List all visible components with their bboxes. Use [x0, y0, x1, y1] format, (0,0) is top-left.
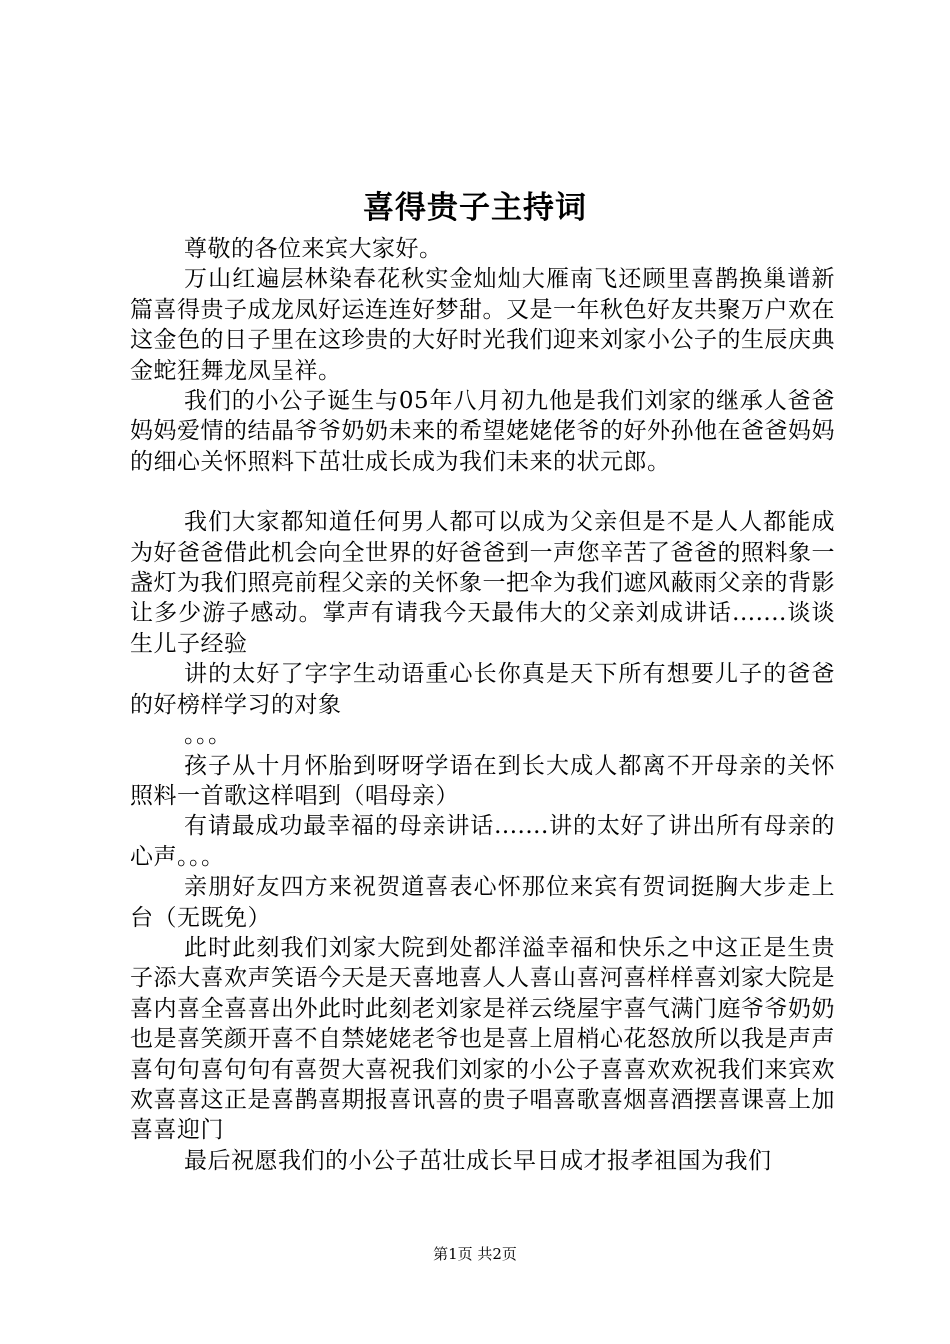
paragraph-closing: 最后祝愿我们的小公子茁壮成长早日成才报孝祖国为我们 [184, 1147, 772, 1174]
paragraph-greeting: 尊敬的各位来宾大家好。 [184, 236, 443, 262]
document-body [130, 234, 835, 1176]
paragraph-child-intro: 我们的小公子诞生与05年八月初九他是我们刘家的继承人爸爸妈妈爱情的结晶爷爷奶奶未来的希望姥姥佬爷的好外孙他在爸爸妈妈的细心关怀照料下茁壮成长成为我们未来的状元郎。 [130, 388, 835, 475]
paragraph-mother: 孩子从十月怀胎到呀呀学语在到长大成人都离不开母亲的关怀照料一首歌这样唱到（唱母亲） [130, 752, 835, 809]
paragraph-opening: 万山红遍层林染春花秋实金灿灿大雁南飞还顾里喜鹊换巢谱新篇喜得贵子成龙凤好运连连好梦甜。又是一年秋色好友共聚万户欢在这金色的日子里在这珍贵的大好时光我们迎来刘家小公子的生辰庆典金蛇狂舞龙凤呈祥。 [130, 266, 835, 384]
document-title: 喜得贵子主持词 [363, 190, 587, 226]
paragraph-father: 我们大家都知道任何男人都可以成为父亲但是不是人人都能成为好爸爸借此机会向全世界的好爸爸到一声您辛苦了爸爸的照料象一盏灯为我们照亮前程父亲的关怀象一把伞为我们遮风蔽雨父亲的背影让多少游子感动。掌声有请我今天最伟大的父亲刘成讲话.......谈谈生儿子经验 [130, 509, 835, 657]
paragraph-father-response: 讲的太好了字字生动语重心长你真是天下所有想要儿子的爸爸的好榜样学习的对象 [130, 661, 835, 718]
paragraph-guests: 亲朋好友四方来祝贺道喜表心怀那位来宾有贺词挺胸大步走上台（无既免） [130, 874, 835, 931]
page-number: 第1页 共2页 [433, 1245, 517, 1263]
paragraph-mother-speech: 有请最成功最幸福的母亲讲话.......讲的太好了讲出所有母亲的心声。。。 [130, 813, 835, 870]
paragraph-ellipsis: 。。。 [184, 722, 232, 749]
paragraph-spacer [130, 477, 835, 507]
paragraph-celebration: 此时此刻我们刘家大院到处都洋溢幸福和快乐之中这正是生贵子添大喜欢声笑语今天是天喜地喜人人喜山喜河喜样样喜刘家大院是喜内喜全喜喜出外此时此刻老刘家是祥云绕屋宇喜气满门庭爷爷奶奶也是喜笑颜开喜不自禁姥姥老爷也是喜上眉梢心花怒放所以我是声声喜句句喜句句有喜贺大喜祝我们刘家的小公子喜喜欢欢祝我们来宾欢欢喜喜这正是喜鹊喜期报喜讯喜的贵子唱喜歌喜烟喜酒摆喜课喜上加喜喜迎门 [130, 934, 835, 1144]
